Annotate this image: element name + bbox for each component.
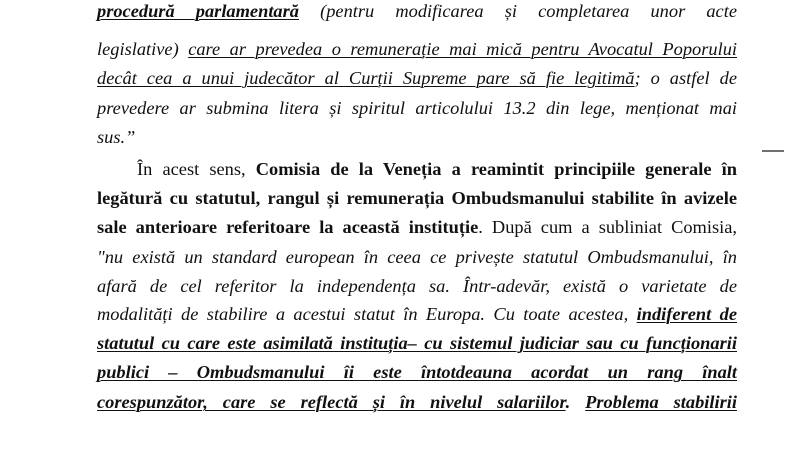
text-line [97, 97, 737, 119]
text-segment: . [565, 392, 586, 412]
text-line [97, 303, 737, 325]
text-segment: corespunzător, care se reflectă și în nivelul salariilor [97, 392, 566, 412]
text-segment: "nu există un standard european în ceea ce privește statutul Ombudsmanului, în [97, 247, 737, 267]
text-line [97, 0, 737, 22]
text-segment: . După cum a subliniat Comisia, [478, 217, 737, 237]
text-segment: sus.” [97, 127, 136, 147]
text-line [97, 246, 737, 268]
text-segment: legătură cu statutul, rangul și remunerația Ombudsmanului stabilite în avizele [97, 188, 737, 208]
text-segment: decât cea a unui judecător al Curții Supreme pare să fie legitimă [97, 68, 635, 88]
text-segment: Comisia de la Veneția a reamintit principiile generale în [255, 159, 738, 179]
text-segment: legislative) [97, 39, 189, 59]
text-line [97, 332, 737, 354]
text-segment: publici – Ombudsmanului îi este întotdeauna acordat un rang înalt [97, 362, 737, 382]
text-segment: modalități de stabilire a acestui statut în Europa. Cu toate acestea, [97, 304, 637, 324]
text-line [137, 158, 737, 180]
text-segment: ; o astfel de [634, 68, 737, 88]
text-line [97, 361, 737, 383]
margin-mark [762, 150, 784, 152]
text-segment: afară de cel referitor la independența sa. Într-adevăr, există o varietate de [97, 276, 737, 296]
text-line [97, 187, 737, 209]
text-line [97, 67, 737, 89]
text-segment: prevedere ar submina litera și spiritul articolului 13.2 din lege, menționat mai [97, 98, 737, 118]
text-segment: Problema stabilirii [585, 392, 737, 412]
text-segment: statutul cu care este asimilată instituția– cu sistemul judiciar sau cu funcționarii [97, 333, 737, 353]
text-segment: procedură parlamentară [97, 1, 299, 21]
text-line [97, 391, 737, 413]
text-segment: În acest sens, [137, 159, 256, 179]
text-line [97, 216, 737, 238]
text-line [97, 275, 737, 297]
text-line [97, 38, 737, 60]
text-segment: indiferent de [636, 304, 737, 324]
text-line [97, 126, 737, 148]
text-segment: sale anterioare referitoare la această instituție [97, 217, 479, 237]
text-segment: (pentru modificarea și completarea unor acte [298, 1, 737, 21]
text-segment: care ar prevedea o remunerație mai mică pentru Avocatul Poporului [188, 39, 737, 59]
